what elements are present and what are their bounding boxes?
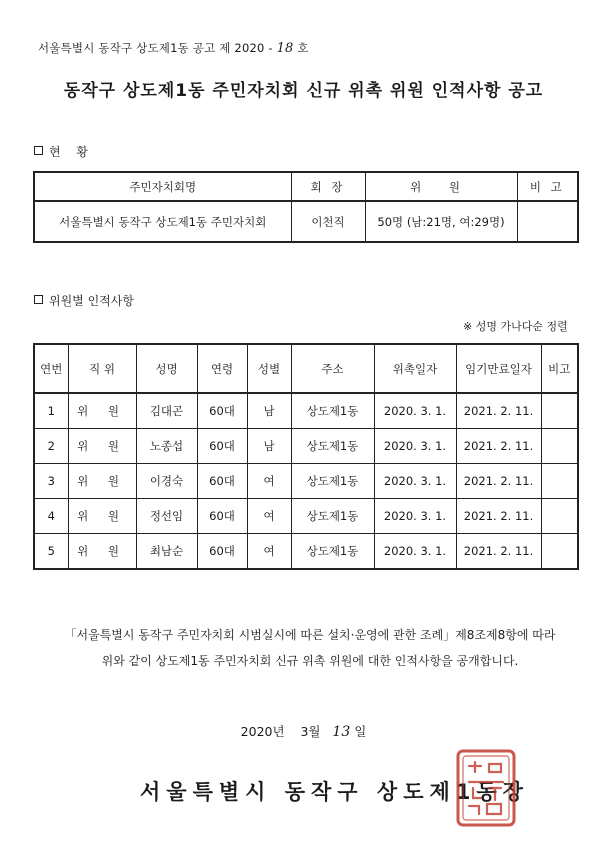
term-end-date-cell: 2021. 2. 11. [456,429,541,464]
no-cell: 3 [34,464,68,499]
status-table [33,171,579,243]
remarks-cell [541,393,578,429]
position-cell: 위 원 [68,534,136,570]
seal-glyph-strokes [469,762,503,814]
notice-number-suffix: 호 [297,41,309,55]
header-cell: 성명 [136,344,197,393]
section-members-label: 위원별 인적사항 [49,294,134,308]
term-end-date-cell: 2021. 2. 11. [456,464,541,499]
gender-cell: 여 [247,464,291,499]
address-cell: 상도제1동 [291,464,374,499]
header-cell: 연령 [197,344,247,393]
notice-date [0,722,607,740]
status-table-header-row [34,172,578,201]
notice-number-prefix: 서울특별시 동작구 상도제1동 공고 제 2020 - [38,41,273,55]
appointed-date-cell: 2020. 3. 1. [374,534,456,570]
appointed-date-cell: 2020. 3. 1. [374,393,456,429]
position-cell: 위 원 [68,393,136,429]
table-row [34,393,578,429]
age-cell: 60대 [197,499,247,534]
header-cell: 직 위 [68,344,136,393]
header-cell: 주민자치회명 [34,172,291,201]
appointed-date-cell: 2020. 3. 1. [374,499,456,534]
appointed-date-cell: 2020. 3. 1. [374,464,456,499]
sort-note: ※ 성명 가나다순 정렬 [463,320,568,333]
gender-cell: 남 [247,429,291,464]
gender-cell: 남 [247,393,291,429]
official-seal-stamp [455,748,517,828]
square-bullet-icon [34,146,43,155]
term-end-date-cell: 2021. 2. 11. [456,534,541,570]
name-cell: 최남순 [136,534,197,570]
header-cell: 주소 [291,344,374,393]
term-end-date-cell: 2021. 2. 11. [456,393,541,429]
members-table [33,343,579,570]
closing-line-2: 위와 같이 상도제1동 주민자치회 신규 위촉 위원에 대한 인적사항을 공개합니다. [101,654,519,668]
gender-cell: 여 [247,534,291,570]
date-month: 3월 [300,724,321,739]
address-cell: 상도제1동 [291,429,374,464]
name-cell: 이경숙 [136,464,197,499]
members-table-header-row [34,344,578,393]
status-table-row [34,201,578,242]
term-end-date-cell: 2021. 2. 11. [456,499,541,534]
header-cell: 임기만료일자 [456,344,541,393]
section-status-label: 현 황 [49,145,94,159]
header-cell: 위 원 [365,172,517,201]
table-row [34,534,578,570]
no-cell: 2 [34,429,68,464]
age-cell: 60대 [197,534,247,570]
square-bullet-icon [34,295,43,304]
document-title: 동작구 상도제1동 주민자치회 신규 위촉 위원 인적사항 공고 [63,81,544,101]
closing-statement [40,622,580,674]
gender-cell: 여 [247,499,291,534]
header-cell: 비 고 [517,172,578,201]
name-cell: 정선임 [136,499,197,534]
header-cell: 연번 [34,344,68,393]
committee-name-cell: 서울특별시 동작구 상도제1동 주민자치회 [34,201,291,242]
date-day-handwritten: 13 [332,724,351,740]
section-members-heading [34,292,134,309]
appointed-date-cell: 2020. 3. 1. [374,429,456,464]
name-cell: 노종섭 [136,429,197,464]
position-cell: 위 원 [68,464,136,499]
header-cell: 회 장 [291,172,365,201]
header-cell: 비고 [541,344,578,393]
table-row [34,429,578,464]
section-status-heading [34,143,94,160]
chair-cell: 이천직 [291,201,365,242]
name-cell: 김대곤 [136,393,197,429]
age-cell: 60대 [197,464,247,499]
remarks-cell [541,464,578,499]
address-cell: 상도제1동 [291,499,374,534]
members-table-body [34,393,578,569]
header-cell: 성별 [247,344,291,393]
no-cell: 1 [34,393,68,429]
address-cell: 상도제1동 [291,393,374,429]
no-cell: 5 [34,534,68,570]
address-cell: 상도제1동 [291,534,374,570]
notice-number [38,40,309,56]
age-cell: 60대 [197,429,247,464]
closing-line-1: 「서울특별시 동작구 주민자치회 시범실시에 따른 설치·운영에 관한 조례」제8조제8항에 따라 [64,628,556,642]
header-cell: 위촉일자 [374,344,456,393]
table-row [34,499,578,534]
remarks-cell [541,499,578,534]
table-row [34,464,578,499]
age-cell: 60대 [197,393,247,429]
notice-number-handwritten: 18 [276,41,294,56]
no-cell: 4 [34,499,68,534]
date-day-suffix: 일 [354,724,367,739]
remarks-cell [541,534,578,570]
remarks-cell [541,429,578,464]
issuer-name: 서울특별시 동작구 상도제1동장 [140,780,529,804]
position-cell: 위 원 [68,429,136,464]
date-year: 2020년 [240,724,285,739]
position-cell: 위 원 [68,499,136,534]
members-count-cell: 50명 (남:21명, 여:29명) [365,201,517,242]
remarks-cell [517,201,578,242]
